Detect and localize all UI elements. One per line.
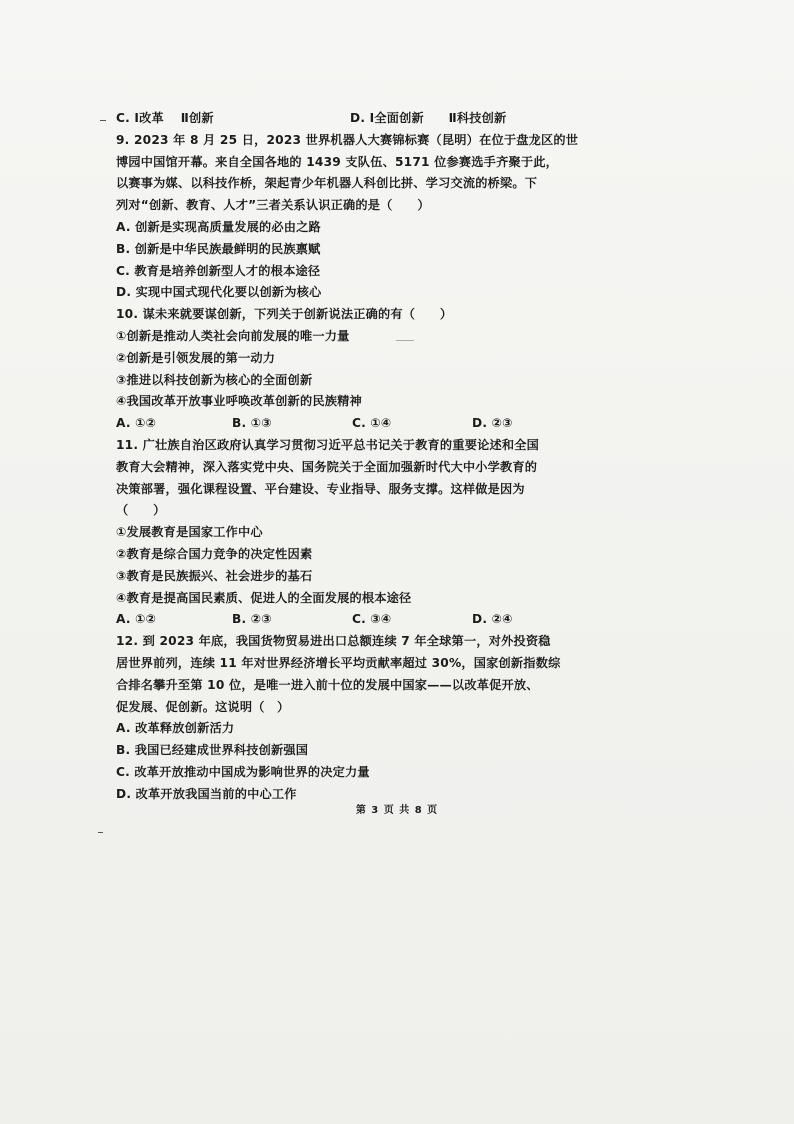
q9-stem-line: 博园中国馆开幕。来自全国各地的 1439 支队伍、5171 位参赛选手齐聚于此， [116, 154, 559, 169]
q11-option-b: B. ②③ [232, 612, 272, 627]
q10-statement: ②创新是引领发展的第一动力 [116, 350, 276, 365]
q11-options [116, 609, 616, 631]
q11-option-c: C. ③④ [352, 612, 392, 627]
question-11 [116, 435, 616, 631]
q12-option-d: D. 改革开放我国当前的中心工作 [116, 786, 297, 801]
q10-options [116, 413, 616, 435]
q12-stem-line: 12. 到 2023 年底，我国货物贸易进出口总额连续 7 年全球第一，对外投资稳 [116, 634, 551, 649]
q11-stem-line: （ ） [116, 503, 166, 518]
q12-option-c: C. 改革开放推动中国成为影响世界的决定力量 [116, 764, 370, 779]
question-10 [116, 304, 616, 435]
q10-option-d: D. ②③ [472, 416, 513, 431]
q9-stem-line: 列对“创新、教育、人才”三者关系认识正确的是（ ） [116, 198, 430, 213]
q11-stem-line: 决策部署，强化课程设置、平台建设、专业指导、服务支撑。这样做是因为 [116, 481, 525, 496]
q11-statement: ①发展教育是国家工作中心 [116, 525, 263, 540]
q11-option-d: D. ②④ [472, 612, 513, 627]
q10-stem-line: 10. 谋未来就要谋创新，下列关于创新说法正确的有（ ） [116, 307, 453, 322]
q10-statement: ①创新是推动人类社会向前发展的唯一力量 [116, 328, 350, 343]
q10-statement: ③推进以科技创新为核心的全面创新 [116, 372, 313, 387]
q12-option-a: A. 改革释放创新活力 [116, 721, 235, 736]
q9-option-a: A. 创新是实现高质量发展的必由之路 [116, 219, 321, 234]
q11-stem-line: 教育大会精神，深入落实党中央、国务院关于全面加强新时代大中小学教育的 [116, 459, 538, 474]
q8-option-c: C. Ⅰ改革 Ⅱ创新 [116, 111, 214, 125]
q9-option-b: B. 创新是中华民族最鲜明的民族禀赋 [116, 241, 321, 256]
q9-stem-line: 以赛事为媒、以科技作桥，架起青少年机器人科创比拼、学习交流的桥梁。下 [116, 176, 538, 191]
q11-stem-line: 11. 广壮族自治区政府认真学习贯彻习近平总书记关于教育的重要论述和全国 [116, 437, 540, 452]
q8-options [116, 108, 616, 130]
q9-option-d: D. 实现中国式现代化要以创新为核心 [116, 285, 322, 300]
q9-stem-line: 9. 2023 年 8 月 25 日，2023 世界机器人大赛锦标赛（昆明）在位于盘龙区的世 [116, 132, 579, 147]
exam-content [116, 108, 616, 806]
q11-statement: ②教育是综合国力竞争的决定性因素 [116, 546, 313, 561]
q12-stem-line: 合排名攀升至第 10 位，是唯一进入前十位的发展中国家——以改革促开放、 [116, 677, 539, 692]
scan-mark-left-bottom [98, 832, 103, 833]
q8-option-d: D. Ⅰ全面创新 Ⅱ科技创新 [350, 111, 507, 125]
q12-stem-line: 促发展、促创新。这说明（ ） [116, 699, 290, 714]
q11-statement: ③教育是民族振兴、社会进步的基石 [116, 568, 313, 583]
q9-option-c: C. 教育是培养创新型人才的根本途径 [116, 263, 321, 278]
q11-option-a: A. ①② [116, 612, 157, 627]
question-9 [116, 130, 616, 304]
q12-option-b: B. 我国已经建成世界科技创新强国 [116, 743, 309, 758]
q10-option-b: B. ①③ [232, 416, 272, 431]
q11-statement: ④教育是提高国民素质、促进人的全面发展的根本途径 [116, 590, 412, 605]
question-12 [116, 631, 616, 805]
q12-stem-line: 居世界前列，连续 11 年对世界经济增长平均贡献率超过 30%，国家创新指数综 [116, 655, 561, 670]
q10-statement: ④我国改革开放事业呼唤改革创新的民族精神 [116, 394, 362, 409]
q10-option-a: A. ①② [116, 416, 157, 431]
page-footer: 第 3 页 共 8 页 [355, 805, 439, 816]
q10-option-c: C. ①④ [352, 416, 392, 431]
scan-mark-left-top [100, 120, 106, 121]
